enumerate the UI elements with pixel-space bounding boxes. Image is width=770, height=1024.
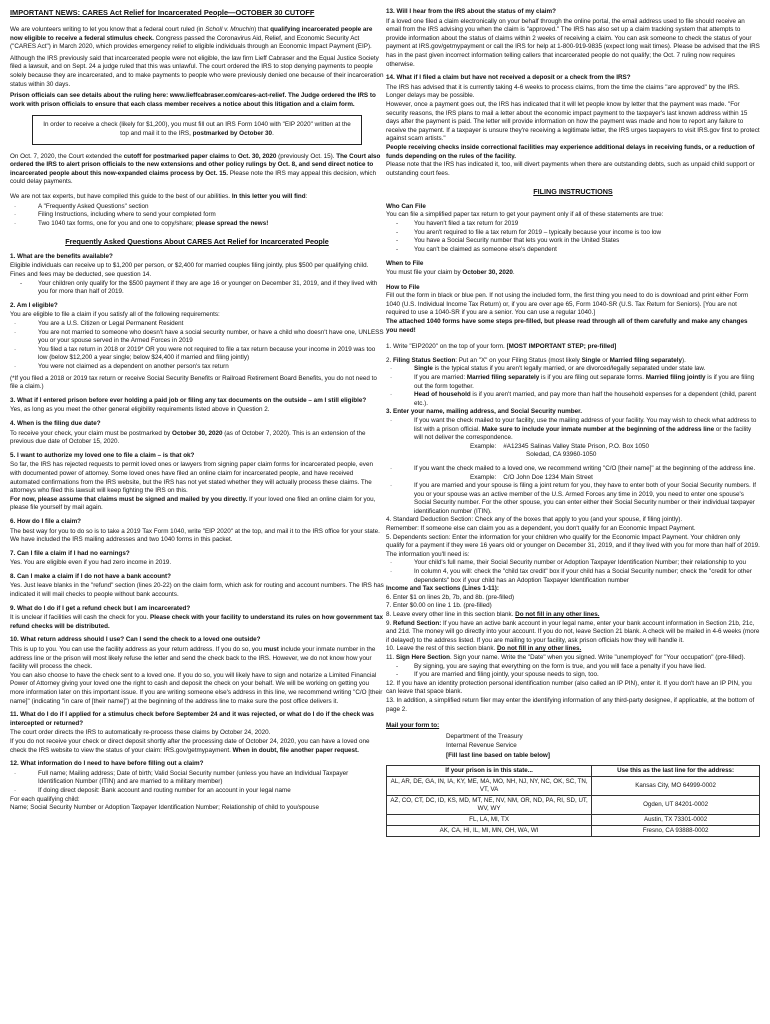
table-row [387,814,760,825]
question-7: 7. Can I file a claim if I had no earnings? [10,549,130,557]
list-item: - Your children only qualify for the $500 payment if they are age 16 or younger on December 31, 2019, and if they lived with you for more than half of 2019. [10,280,384,297]
answer-11: The court order directs the IRS to automatically re-process these claims by October 24, 2020. [10,729,271,737]
text: . [272,129,274,137]
faq-title: Frequently Asked Questions About CARES Act Relief for Incarcerated People [65,237,329,247]
text: . Sign your name. Write the "Date" when you signed. Write "unemployed" for "Your occupation" (pre-filled). [449,653,746,661]
answer-2-list [10,320,384,372]
question-2: 2. Am I eligible? [10,301,58,309]
question-14: 14. What if I filed a claim but have not received a deposit or a check from the IRS? [386,74,631,82]
table-cell: AZ, CO, CT, DC, ID, KS, MD, MT, NE, NV, NM, OR, ND, PA, RI, SD, UT, WV, WY [387,795,592,814]
text: If you are married: [414,373,467,381]
list-item [386,417,760,443]
intro-paragraph-4 [10,153,384,187]
text: . [512,269,515,277]
list-item: - If you are married and filing jointly, your spouse needs to sign, too. [386,671,760,680]
text: 8. Leave every other line in this section blank. [386,611,516,618]
mail-heading: Mail your form to: [386,722,440,730]
text: is if you aren't married, and pay more than half the household expenses for a dependent (child, parent etc.). [414,391,757,407]
answer-5: So far, the IRS has rejected requests to permit loved ones or lawyers from signing paper claim forms for incarcerated people, even with documented power of attorney. Some loved ones have filed an online claim for incarcerated people, and have received automated confirmations from the IRS website, but the IRS has not yet stated whether they will actually process these claims. The attorneys who filed this lawsuit will keep fighting the IRS on this. [10,461,373,495]
answer-8: Yes. Just leave blanks in the "refund" section (lines 20-22) on the claim form, which ask for routing and account numbers. The IRS has indicated it will mail checks to people without bank accounts. [10,582,384,599]
table-cell: AK, CA, HI, IL, MI, MN, OH, WA, WI [387,825,592,836]
text: You must file your claim by [386,269,463,277]
text: This is up to you. You can use the facility address as your return address. If you do so, you [10,646,264,654]
text: : [305,192,308,200]
case-name: Scholl v. Mnuchin [205,26,255,33]
question-4: 4. When is the filing due date? [10,419,101,427]
list-item: - You haven't filed a tax return for 2019 [386,220,760,229]
answer-14-bold: People receiving checks inside correctional facilities may experience additional delays in receiving funds, or a reduction of funds depending on the rules of the facility. [386,143,755,160]
how-to-file-bold: The attached 1040 forms have some steps pre-filled, but please read through all of them carefully and make any changes you need! [386,318,748,334]
list-item: - You can't be claimed as someone else's dependent [386,246,760,255]
filing-instructions-title: FILING INSTRUCTIONS [533,187,613,197]
mail-line-1: Department of the Treasury [446,732,523,740]
document-page [10,8,760,1018]
text: Please note the IRS may appeal this decision, which could delay payments. [10,169,377,186]
text-bold: Make sure to include your inmate number at the beginning of the address line [481,425,715,433]
example-address-3 [386,474,760,483]
text-bold: [MOST IMPORTANT STEP; pre-filled] [506,343,617,351]
text-bold: Single [581,356,601,364]
step-11-list [386,663,760,680]
text-bold: Sign Here Section [396,653,450,661]
answer-7: Yes. You are eligible even if you had zero income in 2019. [10,559,172,567]
how-to-file-heading: How to File [386,283,420,291]
list-item: · You were not claimed as a dependent on another person's tax return [10,363,384,372]
table-cell: FL, LA, MI, TX [387,814,592,825]
text-bold: Head of household [414,391,471,399]
list-item: · You are not married to someone who doesn't have a social security number, or have a child who doesn't have one, UNLESS you or your spouse served in the Armed Forces in 2019 [10,329,384,346]
list-item: · Your child's full name, their Social Security number or Adoption Taxpayer Identification Number; their relationship to you [386,559,760,568]
text-bold: please spread the news! [195,219,269,227]
step-8 [386,611,760,620]
text: : Put an "X" on your Filing Status (most likely [455,356,582,364]
example-address-2: Soledad, CA 93960-1050 [526,451,597,459]
callout-box [32,115,362,144]
text: If your loved one filed an online claim for you, please file yourself by mail again. [10,495,376,512]
table-cell: Kansas City, MO 64999-0002 [592,776,760,795]
text-bold: must [263,646,279,654]
text: or the facility will not deliver the correspondence. [414,425,752,442]
table-header-row [387,765,760,776]
answer-11b [10,738,384,755]
list-item: - By signing, you are saying that everything on the form is true, and you will face a penalty if you have lied. [386,663,760,672]
text-bold: For now, please assume that claims must be signed and mailed by you directly. [10,495,248,503]
text: (as of October 7, 2020). This is an extension of the previous due date of October 15, 2020. [10,429,366,446]
question-9: 9. What do I do if I get a refund check but I am incarcerated? [10,604,191,612]
answer-9 [10,614,384,631]
text-bold: cutoff for postmarked paper claims [123,152,230,160]
step-4: 4. Standard Deduction Section: Check any of the boxes that apply to you (and your spouse, if filing jointly). [386,516,683,524]
mail-line-2: Internal Revenue Service [446,742,517,750]
step-7: 7. Enter $0.00 on line 1 1b. (pre-filled) [386,602,492,610]
answer-14c: Please note that the IRS has indicated it, too, will divert payments when there are outstanding debts, such as unpaid child support or outstanding court fees. [386,161,755,177]
example-address-1 [386,443,760,452]
text-bold: October 30, 2020 [462,269,513,277]
step-3-list-2 [386,465,760,474]
step-10 [386,645,760,654]
text-bold: Do not fill in any other lines. [496,645,582,653]
question-5: 5. I want to authorize my loved one to file a claim – is that ok? [10,451,195,459]
question-3: 3. What if I entered prison before ever holding a paid job or filing any tax documents on the outside – am I still eligible? [10,396,367,404]
table-cell: Fresno, CA 93888-0002 [592,825,760,836]
text: is the typical status if you aren't legally married, or are divorced/legally separated under state law. [432,365,706,373]
answer-14: The IRS has advised that it is currently taking 4-6 weeks to process claims, from the time the claims "are approved" by the IRS. Longer delays may be possible. [386,83,740,100]
step-4b: Remember: If someone else can claim you as a dependent, you don't qualify for an Economic Impact Payment. [386,525,696,533]
text: 9. [386,619,394,627]
text: To receive your check, your claim must be postmarked by [10,429,173,437]
step-3-list-3 [386,482,760,516]
text: ). [682,356,686,364]
answer-2-note: (*If you filed a 2018 or 2019 tax return or receive Social Security Benefits or Railroad Retirement Board Benefits, you do not need to file a claim.) [10,374,377,391]
answer-10 [10,646,384,672]
list-item: · If you are married and your spouse is filing a joint return for you, they have to enter both of your Social Security numbers. If you or your spouse was an active member of the U.S. Armed Forces any time in 2019, you need to enter one spouse's Social Security number. For the other spouse, you can enter either their Social Security number or their individual taxpayer identification number (ITIN). [386,482,760,516]
text-bold: In this letter you will find [231,192,306,200]
question-11: 11. What do I do if I applied for a stimulus check before September 24 and it was rejected, or what do I do if the check was intercepted or returned? [10,711,374,727]
text: is if you are filing out separate forms. [539,373,646,381]
list-item [386,374,760,391]
text: 1. Write "EIP2020" on the top of your form. [386,343,507,351]
list-item: · If you want the check mailed to a loved one, we recommend writing "C/O [their name]" at the beginning of the address line. [386,465,760,474]
text: We are volunteers writing to let you know that a federal court ruled (in [10,26,206,33]
table-row [387,825,760,836]
question-13: 13. Will I hear from the IRS about the status of my claim? [386,8,556,15]
page-title: IMPORTANT NEWS: CARES Act Relief for Incarcerated People—OCTOBER 30 CUTOFF [10,8,315,17]
answer-2: You are eligible to file a claim if you satisfy all of the following requirements: [10,311,220,319]
text-bold: Married filing jointly [645,373,706,381]
text: In order to receive a check (likely for $1,200), you must fill out an IRS Form 1040 with "EIP 2020" written at the top and mail it to the IRS, [43,121,351,137]
answer-14b: However, once a payment goes out, the IRS has indicated that it will let people know by letter that the payment was made. "For security reasons, the IRS plans to mail a letter about the economic impact payment to the taxpayer's last known address within 15 days after the payment is paid. The letter will provide information on how the payment was made and how to report any failure to receive the payment. If a taxpayer is unsure they're receiving a legitimate letter, the IRS urges taxpayers to visit IRS.gov first to protect against scam artists." [386,100,760,143]
question-10: 10. What return address should I use? Can I send the check to a loved one outside? [10,636,261,644]
text-bold: Single [414,365,433,373]
answer-12b: For each qualifying child: [10,795,80,803]
step-5: 5. Dependents section: Enter the information for your children who qualify for the Economic Impact Payment. Your children only qualify for a payment if they were 16 years old or younger on December 31, 2019, and if they lived with you for more than half of 2019. The information you'll need is: [386,533,760,558]
how-to-file-text: Fill out the form in black or blue pen. If not using the included form, the first thing you need to do is download and print either Form 1040 (U.S. Individual Income Tax Return) or, if you are over age 65, Form 1040-SR (U.S. Tax Return for Seniors). [You are not required to use a 1040-SR if you are a senior. You can use a regular 1040.] [386,292,749,317]
list-item: · If doing direct deposit: Bank account and routing number for an account in your legal name [10,787,384,796]
list-item: · Filing Instructions, including where to send your completed form [10,211,384,220]
text: If you have an active bank account in your legal name, enter your bank account information in Section 21b, 21c, and 21d. The money will go directly into your account. If you do not, leave Section 21 blank. A check will be mailed in 4-6 weeks (more if delayed) to the address listed. If you are mailing to your facility, ask prison officials how they will handle it. [386,619,760,644]
table-cell: AL, AR, DE, GA, IN, IA, KY, ME, MA, MO, NH, NJ, NY, NC, OK, SC, TN, VT, VA [387,776,592,795]
text: On Oct. 7, 2020, the Court extended the [10,152,124,160]
text-bold: postmarked by October 30 [192,129,273,137]
text: #A12345 Salinas Valley State Prison, P.O. Box 1050 [503,442,649,450]
text-bold: When in doubt, file another paper request. [232,746,359,754]
step-5-list [386,559,760,585]
mailing-address-table [386,765,760,837]
table-row [387,776,760,795]
text: Two 1040 tax forms, one for you and one to copy/share; [38,219,196,227]
text-bold: Oct. 30, 2020 [237,152,277,160]
text: If you want the check mailed to your facility, use the mailing address of your facility. You may wish to check what address to list with a prison official. [414,416,757,433]
text: or [600,356,610,364]
text: ) that [254,26,271,33]
text-bold: Do not fill in any other lines. [515,611,600,618]
list-item: · You are a U.S. Citizen or Legal Permanent Resident [10,320,384,329]
list-item: - You have a Social Security number that lets you work in the United States [386,237,760,246]
right-column [386,8,760,837]
text-bold: Married filing separately [466,373,540,381]
table-cell: Ogden, UT 84201-0002 [592,795,760,814]
mail-line-3: [Fill last line based on table below] [446,751,550,759]
text: include your inmate number in the address line or the prison will most likely refuse the letter and send the check back to the IRS. However, we do not know how your facility will process the check. [10,646,376,671]
example-label: Example: [470,473,497,481]
question-12: 12. What information do I need to have before filling out a claim? [10,760,204,768]
text: (previously Oct. 15). [276,152,337,160]
answer-5b [10,496,384,513]
answer-12c: Name; Social Security Number or Adoption Taxpayer Identification Number; Relationship of child to you/spouse [10,804,319,812]
list-item: - You aren't required to file a tax return for 2019 – typically because your income is too low [386,229,760,238]
table-header: If your prison is in this state... [387,765,592,776]
text-bold: qualifying incarcerated people are now eligible to receive a federal stimulus check. [10,26,373,42]
step-12: 12. If you have an identity protection personal identification number (also called an IP PIN), enter it. If you don't have an IP PIN, you can leave that space blank. [386,679,752,696]
answer-1: Eligible individuals can receive up to $1,200 per person, or $2,400 for married couples filing jointly, plus $500 per qualifying child. Fines and fees may be deducted, see question 14. [10,262,369,279]
intro-paragraph-3: Prison officials can see details about the ruling here: www.lieffcabraser.com/cares-act-relief. The Judge ordered the IRS to work with prison officials to ensure that each class member receives a notice about this litigation and a claim form. [10,92,376,108]
when-to-file-heading: When to File [386,260,424,268]
answer-10b: You can also choose to have the check sent to a loved one. If you do so, you will likely have to sign and notarize a Limited Financial Power of Attorney giving your loved one the right to cash and deposit the check on your behalf. We will be working on getting you more information later on this important issue. If you are writing someone else's address in this line, we recommend writing "C/O [their name]" (indicating "in care of [their name]") at the beginning of the address line to make sure the post office delivers it. [10,671,383,705]
answer-3: Yes, as long as you meet the other general eligibility requirements listed above in Question 2. [10,406,270,414]
intro-paragraph-5 [10,193,384,202]
text-bold: The Court also ordered the IRS to alert prison officials to the new extensions and other policy rulings by Oct. 8, and send direct notice to incarcerated people about this now-expanded claims process by Oct. 15. [10,152,381,177]
answer-4 [10,430,384,447]
step-1 [386,343,760,352]
list-item [386,365,760,374]
text: 11. [386,653,397,661]
list-item: · Full name; Mailing address; Date of birth; Valid Social Security number (unless you have an Individual Taxpayer Identification Number (ITIN) and are married to a military member) [10,770,384,787]
income-heading: Income and Tax sections (Lines 1-11): [386,585,499,593]
text: If you do not receive your check or direct deposit shortly after the processing date of October 24, 2020, you can have a loved one check the IRS website to view the status of your claim: IRS.gov/getmypayment. [10,737,370,754]
text-bold: Please check with your facility to understand its rules on how government tax refund checks will be distributed. [10,614,384,630]
step-6: 6. Enter $1 on lines 2b, 7b, and 8b. (pre-filled) [386,593,515,601]
example-label: Example: [470,442,497,450]
text-bold: Filing Status Section [393,356,456,364]
question-6: 6. How do I file a claim? [10,517,82,525]
contents-list [10,203,384,229]
text: to [229,152,238,160]
list-item: · You filed a tax return in 2018 or 2019* OR you were not required to file a tax return because your income in 2019 was too low (below $12,200 a year single; below $24,400 if married and filing jointly) [10,346,384,363]
answer-13: If a loved one filed a claim electronically on your behalf through the online portal, the email address used to file should receive an email from the IRS advising you when the claim is "approved." The IRS has also set up a claim tracking system that attempts to provide information about the status of claims within 2 weeks of receiving a claim. You can ask someone to check the status of your payment at IRS.gov/getmypayment or call the IRS for help at 1-800-919-9835 (expect long wait times). Please be advised that the IRS has in the past given incorrect information telling callers that incarcerated people do not qualify; the Oct. 7 ruling now requires otherwise. [386,17,760,68]
list-item [10,220,384,229]
table-cell: Austin, TX 73301-0002 [592,814,760,825]
list-item: · A "Frequently Asked Questions" section [10,203,384,212]
who-can-file-list [386,220,760,254]
list-item: · In column 4, you will: check the "child tax credit" box if your child has a Social Security number; check the "credit for other dependents" box if your child has an Adoption Taxpayer Identification number [386,568,760,585]
text: C/O John Doe 1234 Main Street [503,473,593,481]
text: We are not tax experts, but have compiled this guide to the best of our abilities. [10,192,232,200]
left-column [10,8,384,816]
question-8: 8. Can I make a claim if I do not have a bank account? [10,572,171,580]
who-can-file-heading: Who Can File [386,202,426,210]
question-1: 1. What are the benefits available? [10,252,113,260]
text-bold: Married filing separately [609,356,683,364]
text: is if you are filing out the form together. [414,373,755,390]
text: Congress passed the Coronavirus Aid, Relief, and Economic Security Act ("CARES Act") in March 2020, which provides emergency relief to eligible individuals through an Economic Impact Payment (EIP). [10,34,372,51]
step-3: 3. Enter your name, mailing address, and Social Security number. [386,408,582,416]
intro-paragraph-2: Although the IRS previously said that incarcerated people were not eligible, the law firm Lieff Cabraser and the Equal Justice Society filed a lawsuit, and on Sept. 24 a judge ruled that this was unlawful. The court ordered the IRS to stop denying payments to people solely because they are incarcerated, and to make payments to people who were previously denied one because of their incarceration status within 30 days. [10,54,384,88]
list-item [386,391,760,408]
answer-1-list [10,280,384,297]
step-2-list [386,365,760,408]
answer-12-list [10,770,384,796]
step-11 [386,654,760,663]
step-9 [386,620,760,646]
text: 10. Leave the rest of this section blank. [386,645,497,653]
answer-6: The best way for you to do so is to take a 2019 Tax Form 1040, write "EIP 2020" at the top, and mail it to the IRS office for your state. We have included the IRS mailing addresses and two 1040 forms in this packet. [10,527,380,544]
step-13: 13. In addition, a simplified return filer may enter the identifying information of any third-party designee, if applicable, at the bottom of page 2. [386,696,755,713]
text: 2. [386,356,394,364]
intro-paragraph-1 [10,26,384,52]
who-can-file-text: You can file a simplified paper tax return to get your payment only if all of these statements are true: [386,211,664,219]
table-row [387,795,760,814]
text: It is unclear if facilities will cash the check for you. [10,614,150,622]
step-2 [386,357,760,366]
text-bold: October 30, 2020 [172,429,223,437]
text-bold: Refund Section: [393,619,442,627]
table-header: Use this as the last line for the address: [592,765,760,776]
when-to-file-text [386,269,760,278]
step-3-list [386,417,760,443]
